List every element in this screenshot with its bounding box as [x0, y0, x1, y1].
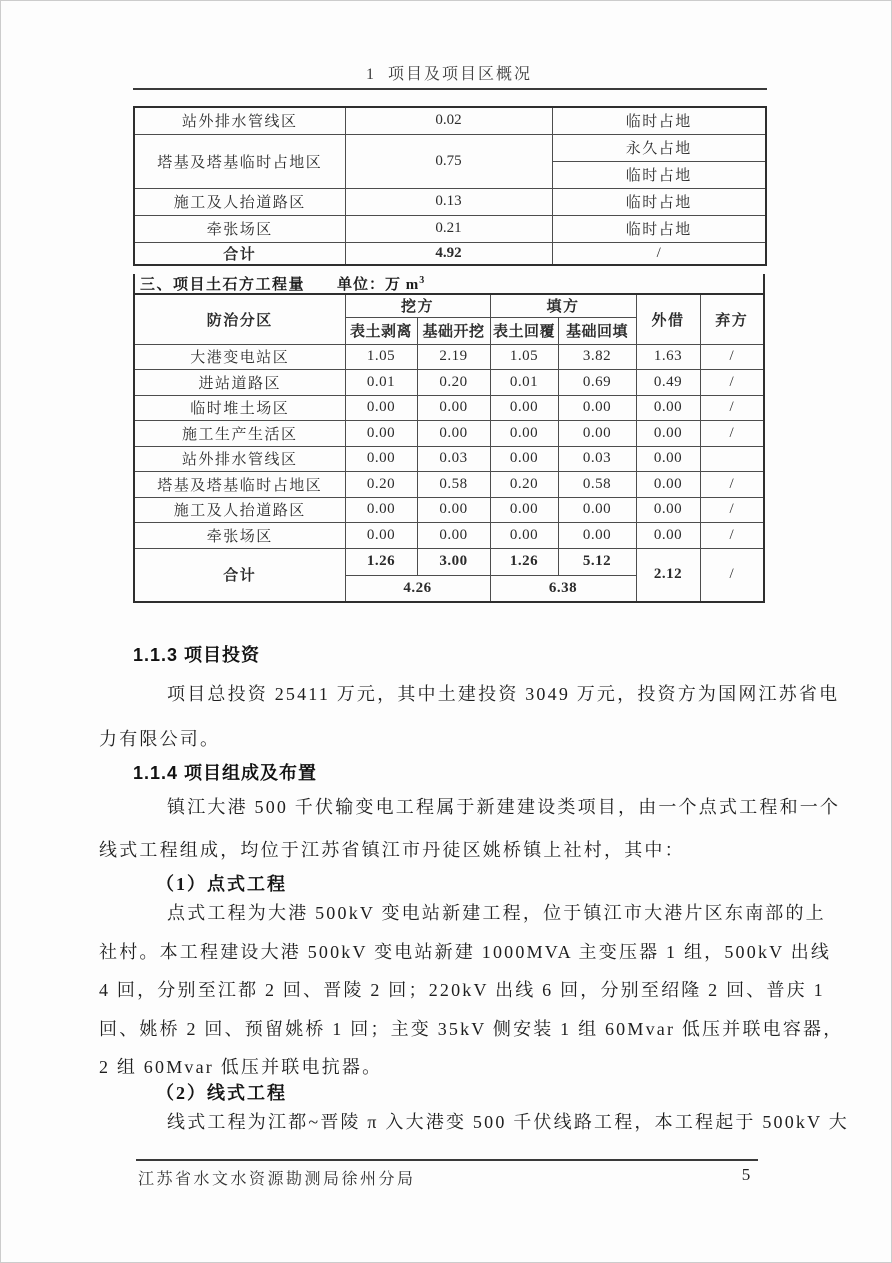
value-cell: 5.12: [558, 548, 636, 575]
section-heading-114: 1.1.4 项目组成及布置: [133, 763, 318, 783]
value-cell: 1.26: [490, 548, 558, 575]
zone-cell: 进站道路区: [134, 370, 345, 396]
text-line: 力有限公司。: [99, 729, 221, 749]
unit-label: [337, 273, 425, 294]
value-cell: 0.00: [558, 523, 636, 549]
value-cell: 3.82: [558, 344, 636, 370]
text-line: 社村。本工程建设大港 500kV 变电站新建 1000MVA 主变压器 1 组，500kV 出线: [99, 941, 832, 962]
landtype-cell: 临时占地: [552, 215, 766, 242]
unit-text: 单位：万 m: [337, 277, 420, 293]
value-cell: 0.00: [417, 421, 490, 447]
value-cell: [700, 446, 764, 472]
header-rule: [133, 88, 767, 90]
value-cell: 1.05: [345, 344, 417, 370]
area-cell: 4.92: [345, 242, 552, 265]
value-cell: 4.26: [345, 575, 490, 602]
table-row: [134, 188, 766, 215]
value-cell: 0.00: [490, 395, 558, 421]
text-line: 线式工程组成，均位于江苏省镇江市丹徒区姚桥镇上社村，其中：: [99, 840, 685, 860]
zone-cell: 牵张场区: [134, 215, 345, 242]
value-cell: /: [700, 370, 764, 396]
footer-organization: 江苏省水文水资源勘测局徐州分局: [138, 1171, 416, 1188]
value-cell: /: [700, 523, 764, 549]
text-line: 回、姚桥 2 回、预留姚桥 1 回；主变 35kV 侧安装 1 组 60Mvar 低压并联电容器，: [99, 1018, 844, 1039]
text-line: 2 组 60Mvar 低压并联电抗器。: [99, 1057, 383, 1077]
zone-cell: 牵张场区: [134, 523, 345, 549]
table-row: [134, 395, 764, 421]
value-cell: 0.01: [490, 370, 558, 396]
landtype-cell: 永久占地: [552, 134, 766, 161]
paragraph-point-project: [99, 894, 844, 1087]
value-cell: 0.00: [345, 523, 417, 549]
value-cell: 1.05: [490, 344, 558, 370]
text-line: 镇江大港 500 千伏输变电工程属于新建建设类项目，由一个点式工程和一个: [167, 797, 841, 817]
table-row: [134, 421, 764, 447]
table-row: [134, 134, 766, 161]
column-header-foundation-dig: 基础开挖: [417, 317, 490, 344]
value-cell: 0.03: [558, 446, 636, 472]
unit-exponent: 3: [419, 275, 426, 286]
value-cell: 0.00: [345, 421, 417, 447]
table-row: [134, 446, 764, 472]
column-header-spoil: 弃方: [700, 294, 764, 344]
value-cell: /: [700, 421, 764, 447]
paragraph-114: [99, 786, 841, 872]
column-header-fill: 填方: [490, 294, 636, 317]
value-cell: 0.00: [636, 421, 700, 447]
value-cell: /: [700, 344, 764, 370]
area-cell: 0.21: [345, 215, 552, 242]
value-cell: 0.00: [490, 421, 558, 447]
zone-cell: 塔基及塔基临时占地区: [134, 472, 345, 498]
zone-cell: 塔基及塔基临时占地区: [134, 134, 345, 188]
landtype-cell: 临时占地: [552, 107, 766, 134]
table-row: [134, 215, 766, 242]
value-cell: 0.00: [636, 446, 700, 472]
footer-rule: [136, 1159, 758, 1161]
value-cell: 2.19: [417, 344, 490, 370]
value-cell: 0.00: [636, 497, 700, 523]
table-row: [134, 523, 764, 549]
zone-cell: 合计: [134, 548, 345, 602]
value-cell: 0.00: [345, 395, 417, 421]
text-line: 线式工程为江都~晋陵 π 入大港变 500 千伏线路工程，本工程起于 500kV 大: [167, 1112, 849, 1132]
subheading-point-project: （1）点式工程: [156, 874, 287, 894]
value-cell: 0.58: [417, 472, 490, 498]
zone-cell: 施工及人抬道路区: [134, 188, 345, 215]
value-cell: 1.26: [345, 548, 417, 575]
land-use-table: [133, 106, 767, 266]
value-cell: /: [700, 472, 764, 498]
text-line: 4 回，分别至江都 2 回、晋陵 2 回；220kV 出线 6 回，分别至绍隆 2 回、普庆 1: [99, 980, 825, 1000]
column-header-excavation: 挖方: [345, 294, 490, 317]
value-cell: 0.00: [490, 446, 558, 472]
table-total-row: [134, 242, 766, 265]
area-cell: 0.13: [345, 188, 552, 215]
table-row: [134, 497, 764, 523]
value-cell: 0.00: [417, 523, 490, 549]
table-row: [134, 107, 766, 134]
value-cell: 0.20: [417, 370, 490, 396]
value-cell: /: [700, 395, 764, 421]
earthwork-table: [133, 293, 765, 603]
value-cell: 0.01: [345, 370, 417, 396]
table-total-row: [134, 548, 764, 575]
value-cell: 3.00: [417, 548, 490, 575]
section-heading-113: 1.1.3 项目投资: [133, 645, 261, 665]
value-cell: 0.03: [417, 446, 490, 472]
value-cell: 0.00: [558, 421, 636, 447]
footer-page-number: 5: [741, 1165, 751, 1184]
value-cell: 0.00: [636, 523, 700, 549]
table-header-row: [134, 294, 764, 317]
value-cell: 0.69: [558, 370, 636, 396]
zone-cell: 站外排水管线区: [134, 446, 345, 472]
text-line: 点式工程为大港 500kV 变电站新建工程，位于镇江市大港片区东南部的上: [167, 903, 826, 923]
value-cell: 0.49: [636, 370, 700, 396]
value-cell: 0.00: [490, 497, 558, 523]
value-cell: 6.38: [490, 575, 636, 602]
value-cell: /: [700, 497, 764, 523]
value-cell: 0.00: [345, 446, 417, 472]
paragraph-line-project: [99, 1103, 849, 1142]
value-cell: 1.63: [636, 344, 700, 370]
table-row: [134, 472, 764, 498]
value-cell: 0.00: [345, 497, 417, 523]
paragraph-113: [99, 672, 840, 762]
value-cell: 0.20: [490, 472, 558, 498]
value-cell: 0.00: [636, 472, 700, 498]
value-cell: 0.00: [636, 395, 700, 421]
value-cell: 0.00: [417, 497, 490, 523]
column-header-zone: 防治分区: [134, 294, 345, 344]
value-cell: 0.58: [558, 472, 636, 498]
value-cell: 0.00: [417, 395, 490, 421]
landtype-cell: 临时占地: [552, 161, 766, 188]
column-header-foundation-backfill: 基础回填: [558, 317, 636, 344]
value-cell: 0.00: [558, 497, 636, 523]
value-cell: 0.20: [345, 472, 417, 498]
earthwork-section-title: 三、项目土石方工程量: [140, 277, 306, 293]
table-row: [134, 344, 764, 370]
zone-cell: 合计: [134, 242, 345, 265]
text-line: 项目总投资 25411 万元，其中土建投资 3049 万元，投资方为国网江苏省电: [167, 684, 840, 704]
value-cell: 0.00: [558, 395, 636, 421]
value-cell: 0.00: [490, 523, 558, 549]
value-cell: /: [700, 548, 764, 602]
zone-cell: 施工生产生活区: [134, 421, 345, 447]
value-cell: 2.12: [636, 548, 700, 602]
subheading-line-project: （2）线式工程: [156, 1083, 287, 1103]
column-header-borrow: 外借: [636, 294, 700, 344]
area-cell: 0.02: [345, 107, 552, 134]
column-header-topsoil-strip: 表土剥离: [345, 317, 417, 344]
zone-cell: 临时堆土场区: [134, 395, 345, 421]
zone-cell: 施工及人抬道路区: [134, 497, 345, 523]
zone-cell: 大港变电站区: [134, 344, 345, 370]
landtype-cell: /: [552, 242, 766, 265]
zone-cell: 站外排水管线区: [134, 107, 345, 134]
table-row: [134, 370, 764, 396]
earthwork-section-row: [133, 274, 765, 293]
area-cell: 0.75: [345, 134, 552, 188]
landtype-cell: 临时占地: [552, 188, 766, 215]
page-header-title: 1 项目及项目区概况: [365, 66, 532, 83]
column-header-topsoil-return: 表土回覆: [490, 317, 558, 344]
